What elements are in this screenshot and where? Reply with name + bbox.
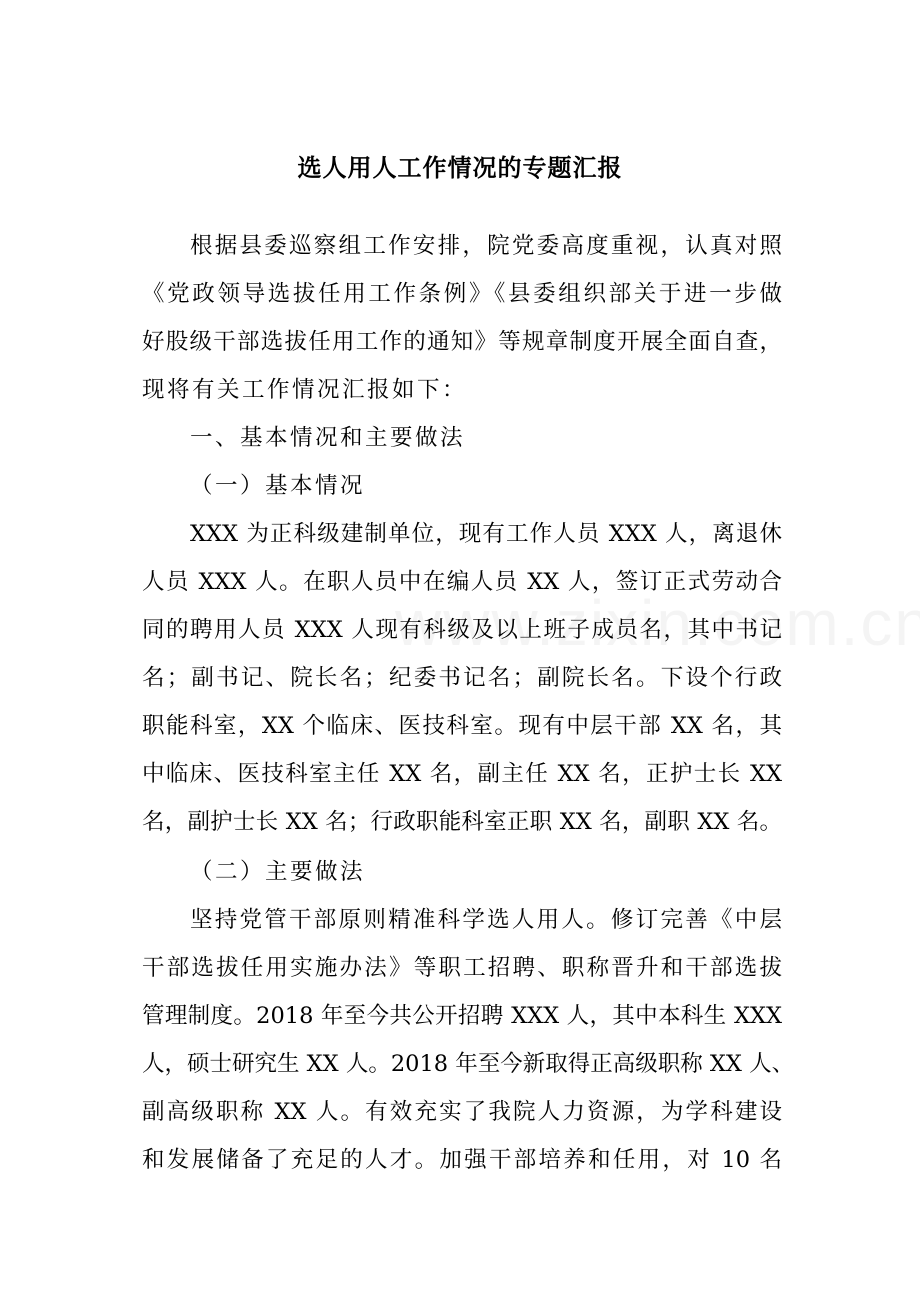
subsection-heading: （一）基本情况	[190, 473, 366, 499]
paragraph-line: 坚持党管干部原则精准科学选人用人。修订完善《中层	[190, 907, 782, 933]
paragraph-line: 名，副护士长 XX 名；行政职能科室正职 XX 名，副职 XX 名。	[142, 809, 782, 835]
paragraph-line: 名；副书记、院长名；纪委书记名；副院长名。下设个行政	[142, 665, 782, 691]
paragraph-line: 同的聘用人员 XXX 人现有科级及以上班子成员名，其中书记	[142, 617, 782, 643]
paragraph-line: 现将有关工作情况汇报如下：	[142, 377, 468, 403]
paragraph-line: 根据县委巡察组工作安排，院党委高度重视，认真对照	[190, 233, 782, 259]
document-title: 选人用人工作情况的专题汇报	[297, 153, 623, 182]
paragraph-line: 《党政领导选拔任用工作条例》《县委组织部关于进一步做	[142, 281, 782, 307]
paragraph-line: 好股级干部选拔任用工作的通知》等规章制度开展全面自查，	[142, 329, 782, 355]
paragraph-line: 和发展储备了充足的人才。加强干部培养和任用，对 10 名	[142, 1147, 782, 1173]
paragraph-line: 职能科室，XX 个临床、医技科室。现有中层干部 XX 名，其	[142, 713, 782, 739]
paragraph-line: 副高级职称 XX 人。有效充实了我院人力资源，为学科建设	[142, 1099, 782, 1125]
paragraph-line: 人，硕士研究生 XX 人。2018 年至今新取得正高级职称 XX 人、	[142, 1051, 795, 1077]
paragraph-line: 中临床、医技科室主任 XX 名，副主任 XX 名，正护士长 XX	[142, 761, 782, 787]
paragraph-line: 干部选拔任用实施办法》等职工招聘、职称晋升和干部选拔	[142, 955, 782, 981]
section-heading: 一、基本情况和主要做法	[190, 425, 466, 451]
paragraph-line: 管理制度。2018 年至今共公开招聘 XXX 人，其中本科生 XXX	[142, 1003, 782, 1029]
paragraph-line: XXX 为正科级建制单位，现有工作人员 XXX 人，离退休	[190, 521, 782, 547]
paragraph-line: 人员 XXX 人。在职人员中在编人员 XX 人，签订正式劳动合	[142, 569, 782, 595]
subsection-heading: （二）主要做法	[190, 859, 366, 885]
